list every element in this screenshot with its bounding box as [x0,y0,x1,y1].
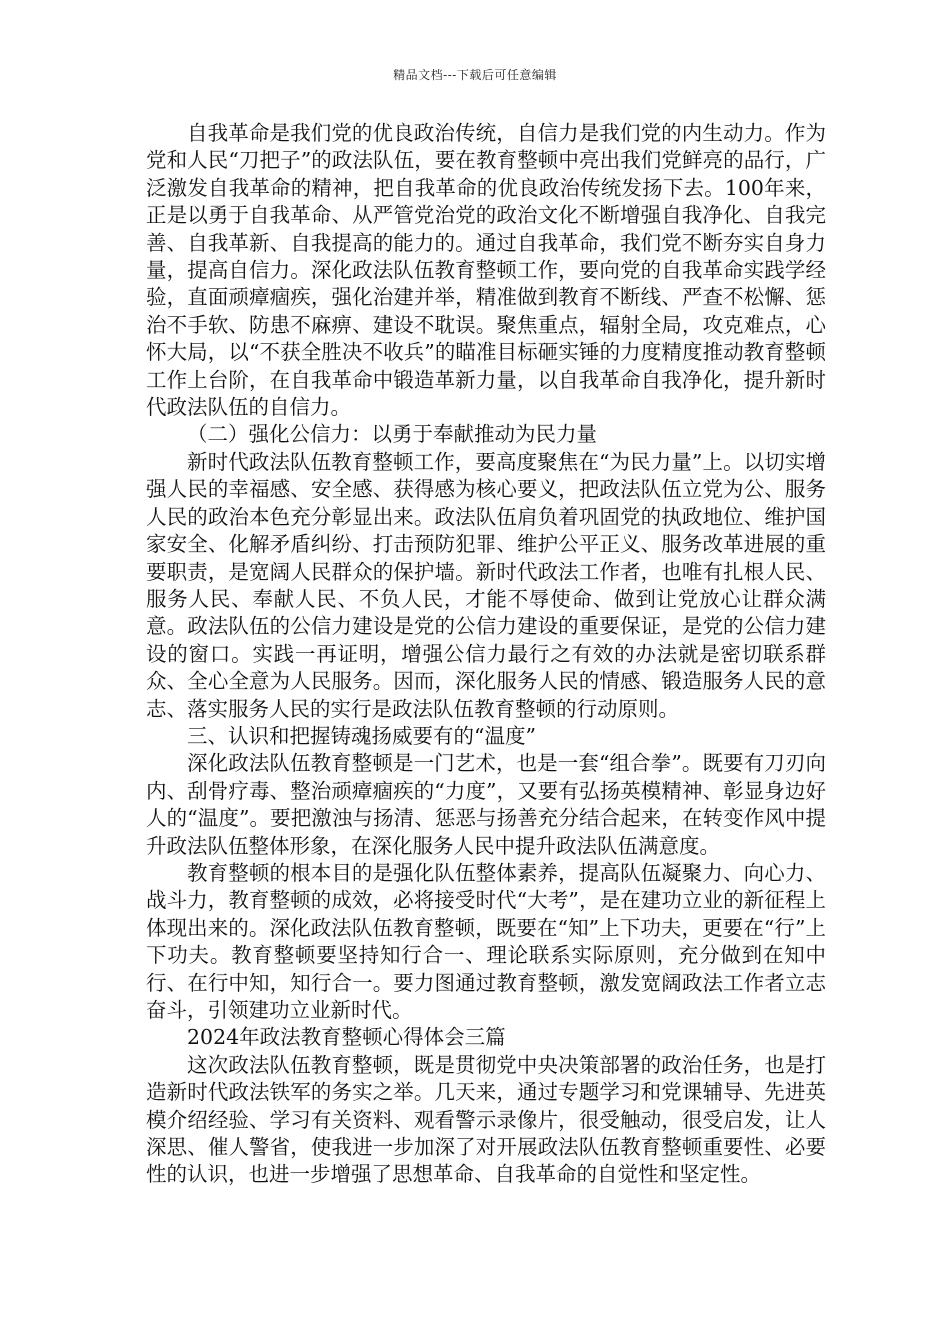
section-heading-warmth: 三、认识和把握铸魂扬威要有的“温度” [187,723,536,748]
paragraph-credibility: 新时代政法队伍教育整顿工作，要高度聚焦在“为民力量”上。以切实增强人民的幸福感、安全感、获得感为核心要义，把政法队伍立党为公、服务人民的政治本色充分彰显出来。政法队伍肩负着巩固党的执政地位、维护国家安全、化解矛盾纠纷、打击预防犯罪、维护公平正义、服务改革进展的重要职责，是宽阔人民群众的保护墙。新时代政法工作者，也唯有扎根人民、服务人民、奉献人民、不负人民，才能不辱使命、做到让党放心让群众满意。政法队伍的公信力建设是党的公信力建设的重要保证，是党的公信力建设的窗口。实践一再证明，增强公信力最行之有效的办法就是密切联系群众、全心全意为人民服务。因而，深化服务人民的情感、锻造服务人民的意志、落实服务人民的实行是政法队伍教育整顿的行动原则。 [146,449,826,721]
paragraph-reflection: 这次政法队伍教育整顿，既是贯彻党中央决策部署的政治任务，也是打造新时代政法铁军的务实之举。几天来，通过专题学习和党课辅导、先进英模介绍经验、学习有关资料、观看警示录像片，很受触动，很受启发，让人深思、催人警省，使我进一步加深了对开展政法队伍教育整顿重要性、必要性的认识，也进一步增强了思想革命、自我革命的自觉性和坚定性。 [146,1052,826,1187]
paragraph-warmth: 深化政法队伍教育整顿是一门艺术，也是一套“组合拳”。既要有刀刃向内、刮骨疗毒、整治顽瘴痼疾的“力度”，又要有弘扬英模精神、彰显身边好人的“温度”。要把激浊与扬清、惩恶与扬善充分结合起来，在转变作风中提升政法队伍整体形象，在深化服务人民中提升政法队伍满意度。 [146,751,826,858]
paragraph-self-revolution: 自我革命是我们党的优良政治传统，自信力是我们党的内生动力。作为党和人民“刀把子”的政法队伍，要在教育整顿中亮出我们党鲜亮的品行，广泛激发自我革命的精神，把自我革命的优良政治传统发扬下去。100年来，正是以勇于自我革命、从严管党治党的政治文化不断增强自我净化、自我完善、自我革新、自我提高的能力的。通过自我革命，我们党不断夯实自身力量，提高自信力。深化政法队伍教育整顿工作，要向党的自我革命实践学经验，直面顽瘴痼疾，强化治建并举，精准做到教育不断线、严查不松懈、惩治不手软、防患不麻痹、建设不耽误。聚焦重点，辐射全局，攻克难点，心怀大局，以“不获全胜决不收兵”的瞄准目标砸实锤的力度精度推动教育整顿工作上台阶，在自我革命中锻造革新力量，以自我革命自我净化，提升新时代政法队伍的自信力。 [146,121,826,420]
document-body [146,120,826,1189]
article-title: 2024年政法教育整顿心得体会三篇 [187,1025,506,1050]
page-header: 精品文档---下载后可任意编辑 [393,68,557,82]
paragraph-purpose: 教育整顿的根本目的是强化队伍整体素养，提高队伍凝聚力、向心力、战斗力，教育整顿的成效，必将接受时代“大考”，是在建功立业的新征程上体现出来的。深化政法队伍教育整顿，既要在“知”上下功夫，更要在“行”上下功夫。教育整顿要坚持知行合一、理论联系实际原则，充分做到在知中行、在行中知，知行合一。要力图通过教育整顿，激发宽阔政法工作者立志奋斗，引领建功立业新时代。 [146,860,826,1022]
section-heading-credibility: （二）强化公信力：以勇于奉献推动为民力量 [187,422,597,447]
